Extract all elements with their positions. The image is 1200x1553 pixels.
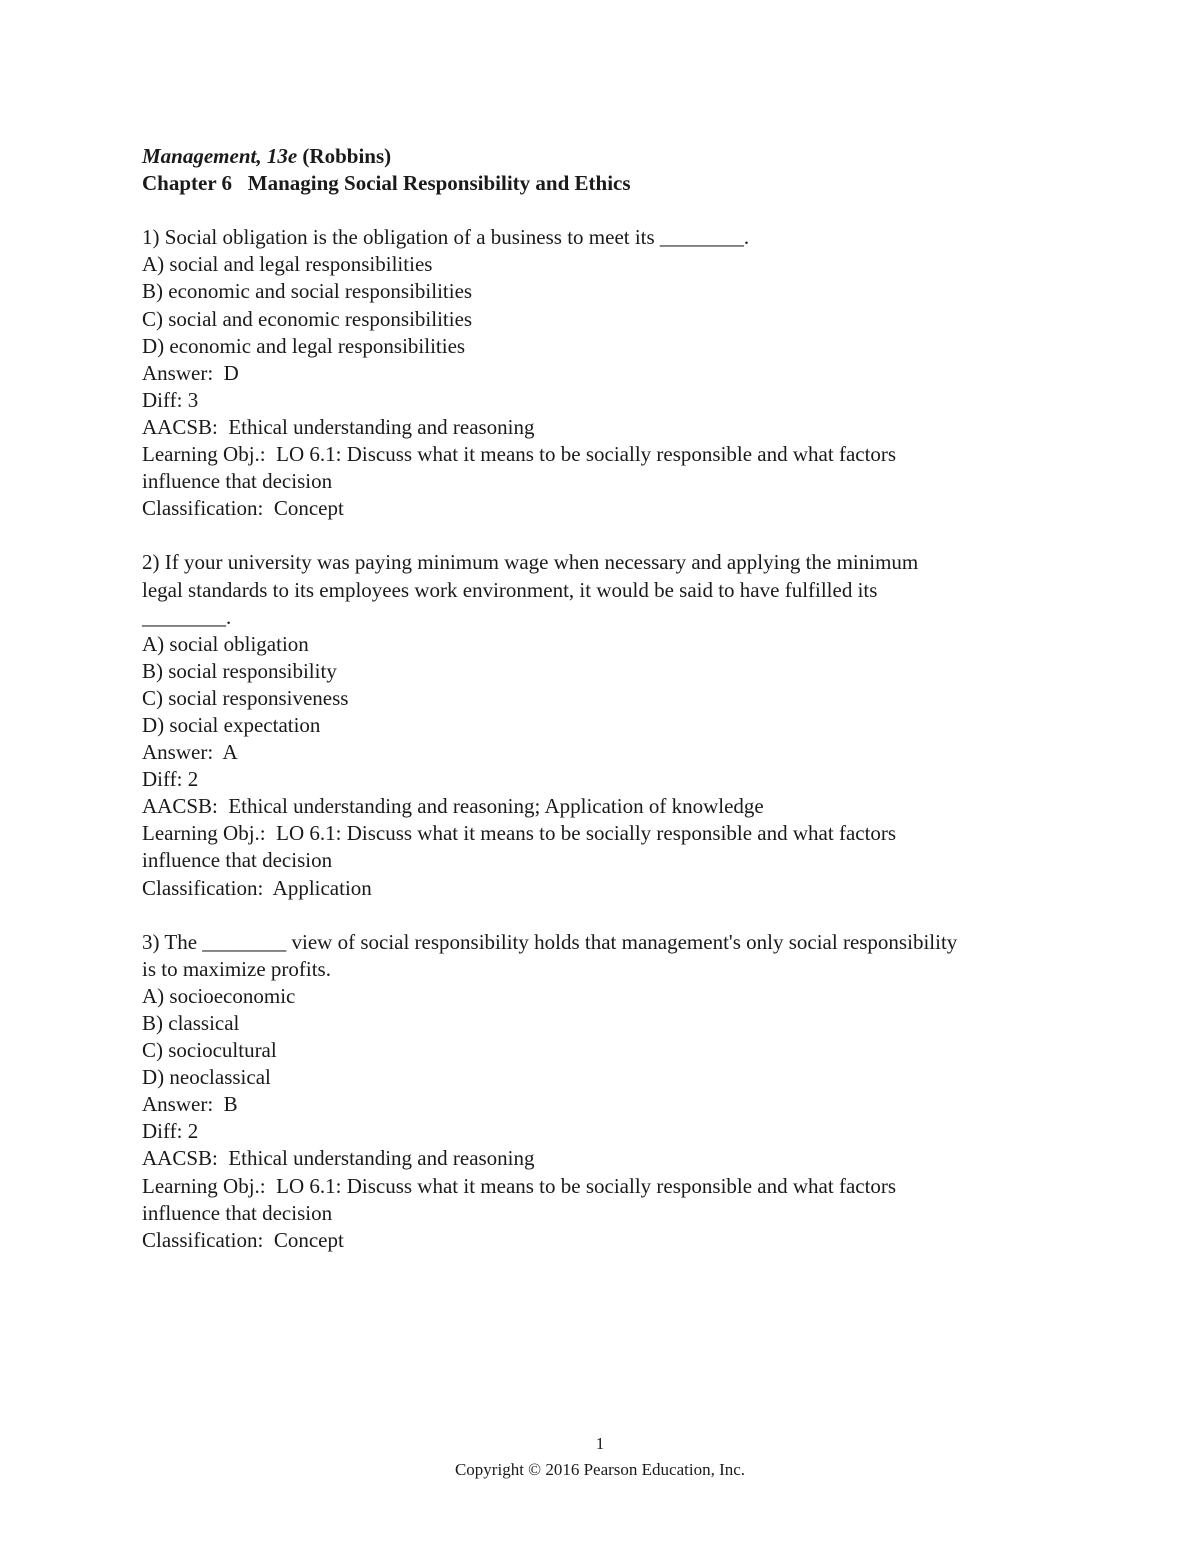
answer-option: C) social responsiveness [142, 685, 349, 710]
answer-option: C) social and economic responsibilities [142, 306, 473, 331]
answer-option: B) classical [142, 1011, 240, 1035]
spacer [142, 902, 1102, 929]
question-stem: is to maximize profits. [142, 956, 331, 981]
answer-option: B) economic and social responsibilities [142, 279, 473, 304]
question-stem: 2) If your university was paying minimum wage when necessary and applying the minimum [142, 550, 919, 575]
classification: Classification: Application [142, 875, 372, 900]
document-page [142, 143, 1102, 1254]
spacer [142, 522, 1102, 549]
spacer [142, 197, 1102, 224]
aacsb-tag: AACSB: Ethical understanding and reasoning [142, 414, 535, 439]
question-stem: legal standards to its employees work environment, it would be said to have fulfilled its [142, 577, 878, 602]
question-block [142, 224, 1102, 522]
learning-objective: Learning Obj.: LO 6.1: Discuss what it means to be socially responsible and what factors [142, 821, 897, 846]
question-stem: 3) The ________ view of social responsibility holds that management's only social responsibility [142, 929, 958, 954]
answer-option: D) neoclassical [142, 1065, 271, 1090]
classification: Classification: Concept [142, 1227, 344, 1252]
answer-key: Answer: A [142, 740, 238, 765]
answer-option: D) economic and legal responsibilities [142, 333, 466, 358]
chapter-heading [142, 170, 1102, 197]
difficulty: Diff: 2 [142, 1119, 199, 1144]
answer-option: A) social obligation [142, 631, 309, 656]
difficulty: Diff: 3 [142, 387, 199, 412]
learning-objective: influence that decision [142, 1200, 333, 1225]
book-title: Management, 13e [142, 144, 298, 168]
page-number: 1 [595, 1434, 605, 1453]
chapter-label: Chapter 6 [142, 171, 233, 196]
copyright-notice: Copyright © 2016 Pearson Education, Inc. [454, 1460, 746, 1479]
question-block [142, 929, 1102, 1254]
answer-key: Answer: B [142, 1092, 238, 1117]
learning-objective: Learning Obj.: LO 6.1: Discuss what it means to be socially responsible and what factors [142, 1173, 897, 1198]
question-block [142, 549, 1102, 901]
learning-objective: influence that decision [142, 469, 333, 494]
chapter-title: Managing Social Responsibility and Ethics [247, 171, 631, 196]
aacsb-tag: AACSB: Ethical understanding and reasoning; Application of knowledge [142, 794, 764, 819]
book-title-line [142, 143, 1102, 170]
answer-option: A) social and legal responsibilities [142, 252, 433, 277]
learning-objective: Learning Obj.: LO 6.1: Discuss what it means to be socially responsible and what factors [142, 442, 897, 467]
question-stem: ________. [142, 604, 232, 629]
answer-option: A) socioeconomic [142, 983, 296, 1008]
answer-option: D) social expectation [142, 712, 321, 737]
question-list [142, 224, 1102, 1254]
book-author: (Robbins) [302, 144, 392, 168]
question-stem: 1) Social obligation is the obligation of a business to meet its ________. [142, 225, 750, 250]
answer-key: Answer: D [142, 360, 239, 385]
aacsb-tag: AACSB: Ethical understanding and reasoning [142, 1146, 535, 1171]
answer-option: B) social responsibility [142, 658, 337, 683]
classification: Classification: Concept [142, 496, 344, 521]
learning-objective: influence that decision [142, 848, 333, 873]
answer-option: C) sociocultural [142, 1038, 277, 1063]
difficulty: Diff: 2 [142, 767, 199, 792]
